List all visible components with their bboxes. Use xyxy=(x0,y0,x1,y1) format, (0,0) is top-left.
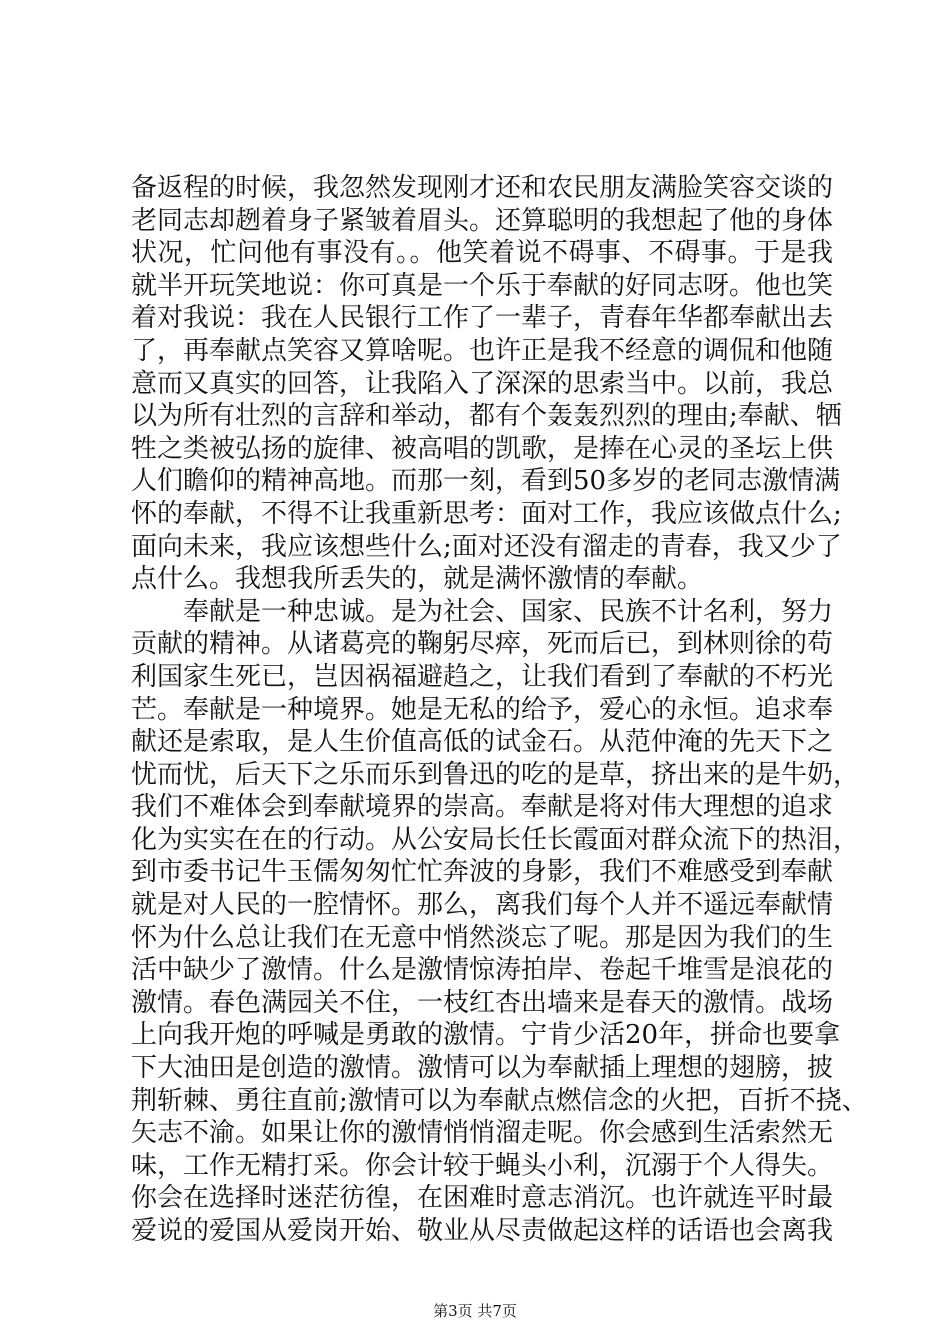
text-line: 活中缺少了激情。什么是激情惊涛拍岸、卷起千堆雪是浪花的 xyxy=(131,955,834,986)
text-line: 备返程的时候，我忽然发现刚才还和农民朋友满脸笑容交谈的 xyxy=(131,173,834,203)
text-line: 了，再奉献点笑容又算啥呢。也许正是我不经意的调侃和他随 xyxy=(131,335,834,366)
text-line: 面向未来，我应该想些什么;面对还没有溜走的青春，我又少了 xyxy=(131,531,842,562)
text-line: 人们瞻仰的精神高地。而那一刻，看到50多岁的老同志激情满 xyxy=(131,466,841,497)
paragraph-start-line: 奉献是一种忠诚。是为社会、国家、民族不计名利，努力 xyxy=(183,596,834,627)
text-line: 激情。春色满园关不住，一枝红杏出墙来是春天的激情。战场 xyxy=(131,987,834,1018)
text-line: 利国家生死已，岂因祸福避趋之，让我们看到了奉献的不朽光 xyxy=(131,661,834,692)
text-line: 化为实实在在的行动。从公安局长任长霞面对群众流下的热泪， xyxy=(131,824,860,855)
text-line: 你会在选择时迷茫彷徨，在困难时意志消沉。也许就连平时最 xyxy=(131,1183,834,1214)
text-line: 就半开玩笑地说：你可真是一个乐于奉献的好同志呀。他也笑 xyxy=(131,270,834,301)
text-line: 贡献的精神。从诸葛亮的鞠躬尽瘁，死而后已，到林则徐的苟 xyxy=(131,629,834,660)
text-line: 以为所有壮烈的言辞和举动，都有个轰轰烈烈的理由;奉献、牺 xyxy=(131,401,842,432)
text-line: 怀为什么总让我们在无意中悄然淡忘了呢。那是因为我们的生 xyxy=(131,922,834,953)
text-line: 点什么。我想我所丢失的，就是满怀激情的奉献。 xyxy=(131,564,704,595)
text-line: 状况，忙问他有事没有。。他笑着说不碍事、不碍事。于是我 xyxy=(131,238,833,269)
text-line: 到市委书记牛玉儒匆匆忙忙奔波的身影，我们不难感受到奉献 xyxy=(131,857,834,888)
text-line: 怀的奉献，不得不让我重新思考：面对工作，我应该做点什么; xyxy=(131,498,842,529)
text-line: 芒。奉献是一种境界。她是无私的给予，爱心的永恒。追求奉 xyxy=(131,694,834,725)
text-line: 爱说的爱国从爱岗开始、敬业从尽责做起这样的话语也会离我 xyxy=(131,1216,834,1246)
text-line: 上向我开炮的呼喊是勇敢的激情。宁肯少活20年，拼命也要拿 xyxy=(131,1020,841,1051)
text-line: 就是对人民的一腔情怀。那么，离我们每个人并不遥远奉献情 xyxy=(131,890,834,921)
text-line: 着对我说：我在人民银行工作了一辈子，青春年华都奉献出去 xyxy=(131,303,834,334)
text-line: 牲之类被弘扬的旋律、被高唱的凯歌，是捧在心灵的圣坛上供 xyxy=(131,433,834,464)
text-line: 味，工作无精打采。你会计较于蝇头小利，沉溺于个人得失。 xyxy=(131,1150,834,1181)
page-number: 第3页 共7页 xyxy=(433,1302,517,1320)
text-line: 忧而忧，后天下之乐而乐到鲁迅的吃的是草，挤出来的是牛奶， xyxy=(131,759,860,790)
text-line: 荆斩棘、勇往直前;激情可以为奉献点燃信念的火把，百折不挠、 xyxy=(131,1085,868,1116)
text-line: 老同志却趔着身子紧皱着眉头。还算聪明的我想起了他的身体 xyxy=(131,205,834,236)
text-line: 意而又真实的回答，让我陷入了深深的思索当中。以前，我总 xyxy=(131,368,834,399)
text-line: 下大油田是创造的激情。激情可以为奉献插上理想的翅膀，披 xyxy=(131,1053,834,1084)
text-line: 我们不难体会到奉献境界的崇高。奉献是将对伟大理想的追求 xyxy=(131,792,834,823)
text-line: 献还是索取，是人生价值高低的试金石。从范仲淹的先天下之 xyxy=(131,727,834,758)
body-text xyxy=(131,172,868,1248)
text-line: 矢志不渝。如果让你的激情悄悄溜走呢。你会感到生活索然无 xyxy=(131,1118,834,1149)
